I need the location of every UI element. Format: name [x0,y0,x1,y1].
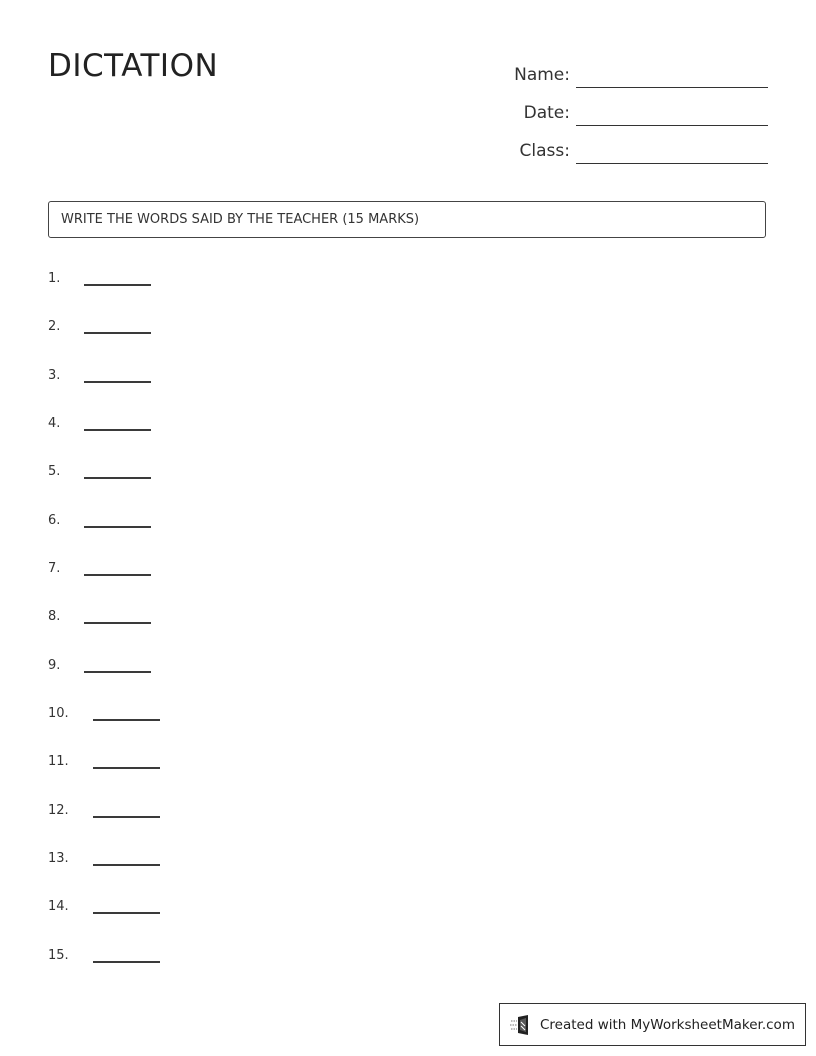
answer-blank[interactable] [84,284,151,286]
footer-credit[interactable] [499,1003,806,1046]
item-number: 4. [48,416,61,431]
answer-blank[interactable] [93,816,160,818]
name-field[interactable] [576,60,768,88]
item-number: 1. [48,271,61,286]
answer-blank[interactable] [84,332,151,334]
answer-blank[interactable] [84,526,151,528]
answer-blank[interactable] [93,961,160,963]
footer-text: Created with MyWorksheetMaker.com [540,1016,795,1033]
answer-blank[interactable] [84,574,151,576]
answer-blank[interactable] [84,477,151,479]
instruction-text: WRITE THE WORDS SAID BY THE TEACHER (15 MARKS) [61,212,420,227]
item-number: 15. [48,948,69,963]
answer-item [48,850,248,874]
date-field-row [470,88,768,126]
answer-item [48,367,248,391]
date-label: Date: [523,103,570,123]
answer-blank[interactable] [84,429,151,431]
class-field[interactable] [576,136,768,164]
name-label: Name: [514,65,570,85]
answer-item [48,415,248,439]
answer-blank[interactable] [84,381,151,383]
item-number: 7. [48,561,61,576]
instruction-box [48,201,766,238]
item-number: 9. [48,658,61,673]
item-number: 12. [48,803,69,818]
answer-item [48,947,248,971]
answer-blank[interactable] [93,864,160,866]
class-label: Class: [519,141,570,161]
item-number: 13. [48,851,69,866]
item-number: 3. [48,368,61,383]
item-number: 6. [48,513,61,528]
item-number: 8. [48,609,61,624]
class-field-row [470,126,768,164]
answer-item [48,270,248,294]
answer-blank[interactable] [93,912,160,914]
answer-item [48,898,248,922]
answer-blank[interactable] [93,767,160,769]
answer-item [48,753,248,777]
answer-item [48,657,248,681]
item-number: 14. [48,899,69,914]
answer-item [48,608,248,632]
answer-item [48,318,248,342]
page-title: DICTATION [48,48,219,84]
answer-item [48,512,248,536]
item-number: 2. [48,319,61,334]
answer-item [48,463,248,487]
student-info-fields [470,50,768,164]
item-number: 11. [48,754,69,769]
answer-item [48,560,248,584]
worksheet-maker-logo-icon [510,1014,534,1036]
answer-blank[interactable] [93,719,160,721]
name-field-row [470,50,768,88]
item-number: 5. [48,464,61,479]
item-number: 10. [48,706,69,721]
answer-blank[interactable] [84,622,151,624]
date-field[interactable] [576,98,768,126]
answer-blank[interactable] [84,671,151,673]
answer-item [48,802,248,826]
answer-item [48,705,248,729]
